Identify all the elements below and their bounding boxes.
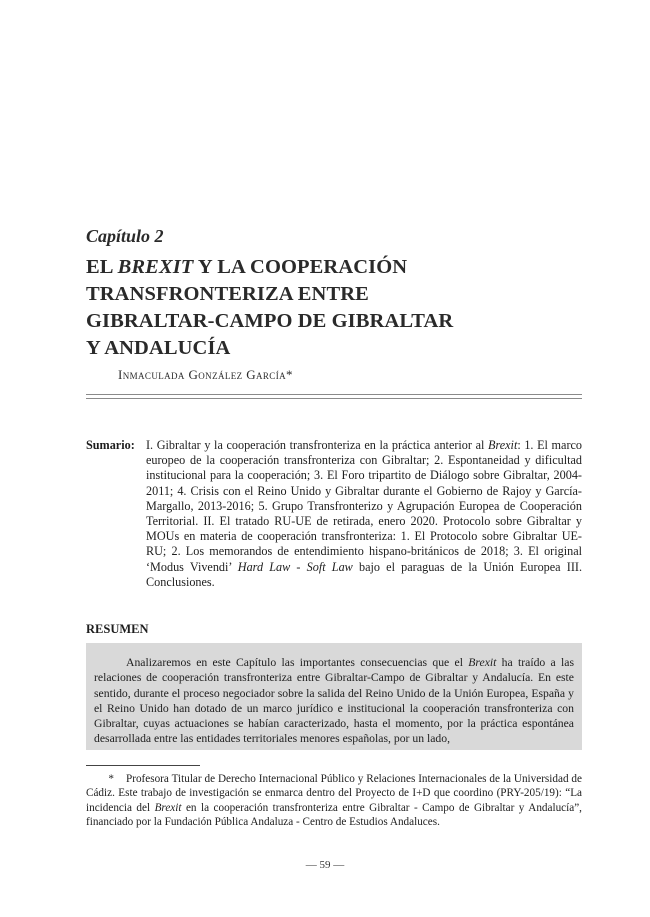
footnote-rule [86,765,200,766]
footnote-marker: * [108,773,114,785]
summary-body [146,438,582,590]
abstract-heading: RESUMEN [86,622,149,636]
title-brexit-italic: BREXIT [117,256,194,278]
divider-rule [86,394,582,395]
divider-rule [86,398,582,399]
chapter-label: Capítulo 2 [86,226,164,246]
chapter-title-line-4: Y ANDALUCÍA [86,337,231,359]
abstract-text-part: Analizaremos en este Capítulo las importantes consecuencias que el [126,656,469,669]
summary-text: : 1. El marco europeo de la cooperación transfronteriza con Gibraltar; 2. Espontaneidad y dificultad institucional para la cooperación; 3. El Foro tripartito de Diálogo sobre Gibraltar, 2004-2011; 4. Crisis con el Reino Unido y Gibraltar durante el Gobierno de Rajoy y García-Margallo, 2013-2016; 5. Grupo Transfronterizo y Agrupación Europea de Cooperación Territorial. II. El tratado RU-UE de retirada, enero 2020. Protocolo sobre Gibraltar y MOUs en materia de cooperación transfronteriza: 1. El Protocolo sobre Gibraltar UE-RU; 2. Los memorandos de entendimiento hispano-británicos de 2018; 3. El original ‘Modus Vivendi’ [146,438,583,574]
chapter-title-line-2: TRANSFRONTERIZA ENTRE [86,283,369,305]
author-name: Inmaculada González García* [118,367,293,382]
title-text: EL [86,256,118,278]
chapter-title-line-3: GIBRALTAR-CAMPO DE GIBRALTAR [86,310,454,332]
footnote-text: Profesora Titular de Derecho Internacional Público y Relaciones Internacionales de la Universidad de Cádiz. Este trabajo de investigación se enmarca dentro del Proyecto de I+D que coordino (PRY-205/19): “La incidencia del [86,773,582,814]
abstract-box [86,643,582,750]
footnote-text: en la cooperación transfronteriza entre Gibraltar - Campo de Gibraltar y Andalucía”, financiado por la Fundación Pública Andaluza - Centro de Estudios Andaluces. [86,801,582,829]
summary-text: bajo el paraguas de la Unión Europea III. Conclusiones. [146,559,582,589]
page-number: — 59 — [305,859,345,871]
summary-text: I. Gibraltar y la cooperación transfronteriza en la práctica anterior al [146,438,488,452]
chapter-title [86,254,526,362]
summary-label: Sumario: [86,438,135,452]
abstract-text-part: ha traído a las relaciones de cooperación transfronteriza entre Gibraltar-Campo de Gibraltar y Andalucía. En este sentido, durante el proceso negociador sobre la salida del Reino Unido de la Unión Europea, España y el Reino Unido han dotado de un marco jurídico e institucional la cooperación transfronteriza con Gibraltar, cuyas actuaciones se habían caracterizado, hasta el momento, por la práctica espontánea desarrollada entre las entidades territoriales menores españolas, por un lado, [94,656,574,746]
footnote [86,772,582,830]
summary-brexit-italic: Brexit [488,438,518,452]
summary-hardlaw-italic: Hard Law - Soft Law [237,559,353,574]
footnote-brexit-italic: Brexit [154,801,182,814]
abstract-text [94,655,574,747]
abstract-brexit-italic: Brexit [468,656,497,669]
title-text: Y LA COOPERACIÓN [193,256,408,278]
chapter-title-line-1 [86,254,526,281]
